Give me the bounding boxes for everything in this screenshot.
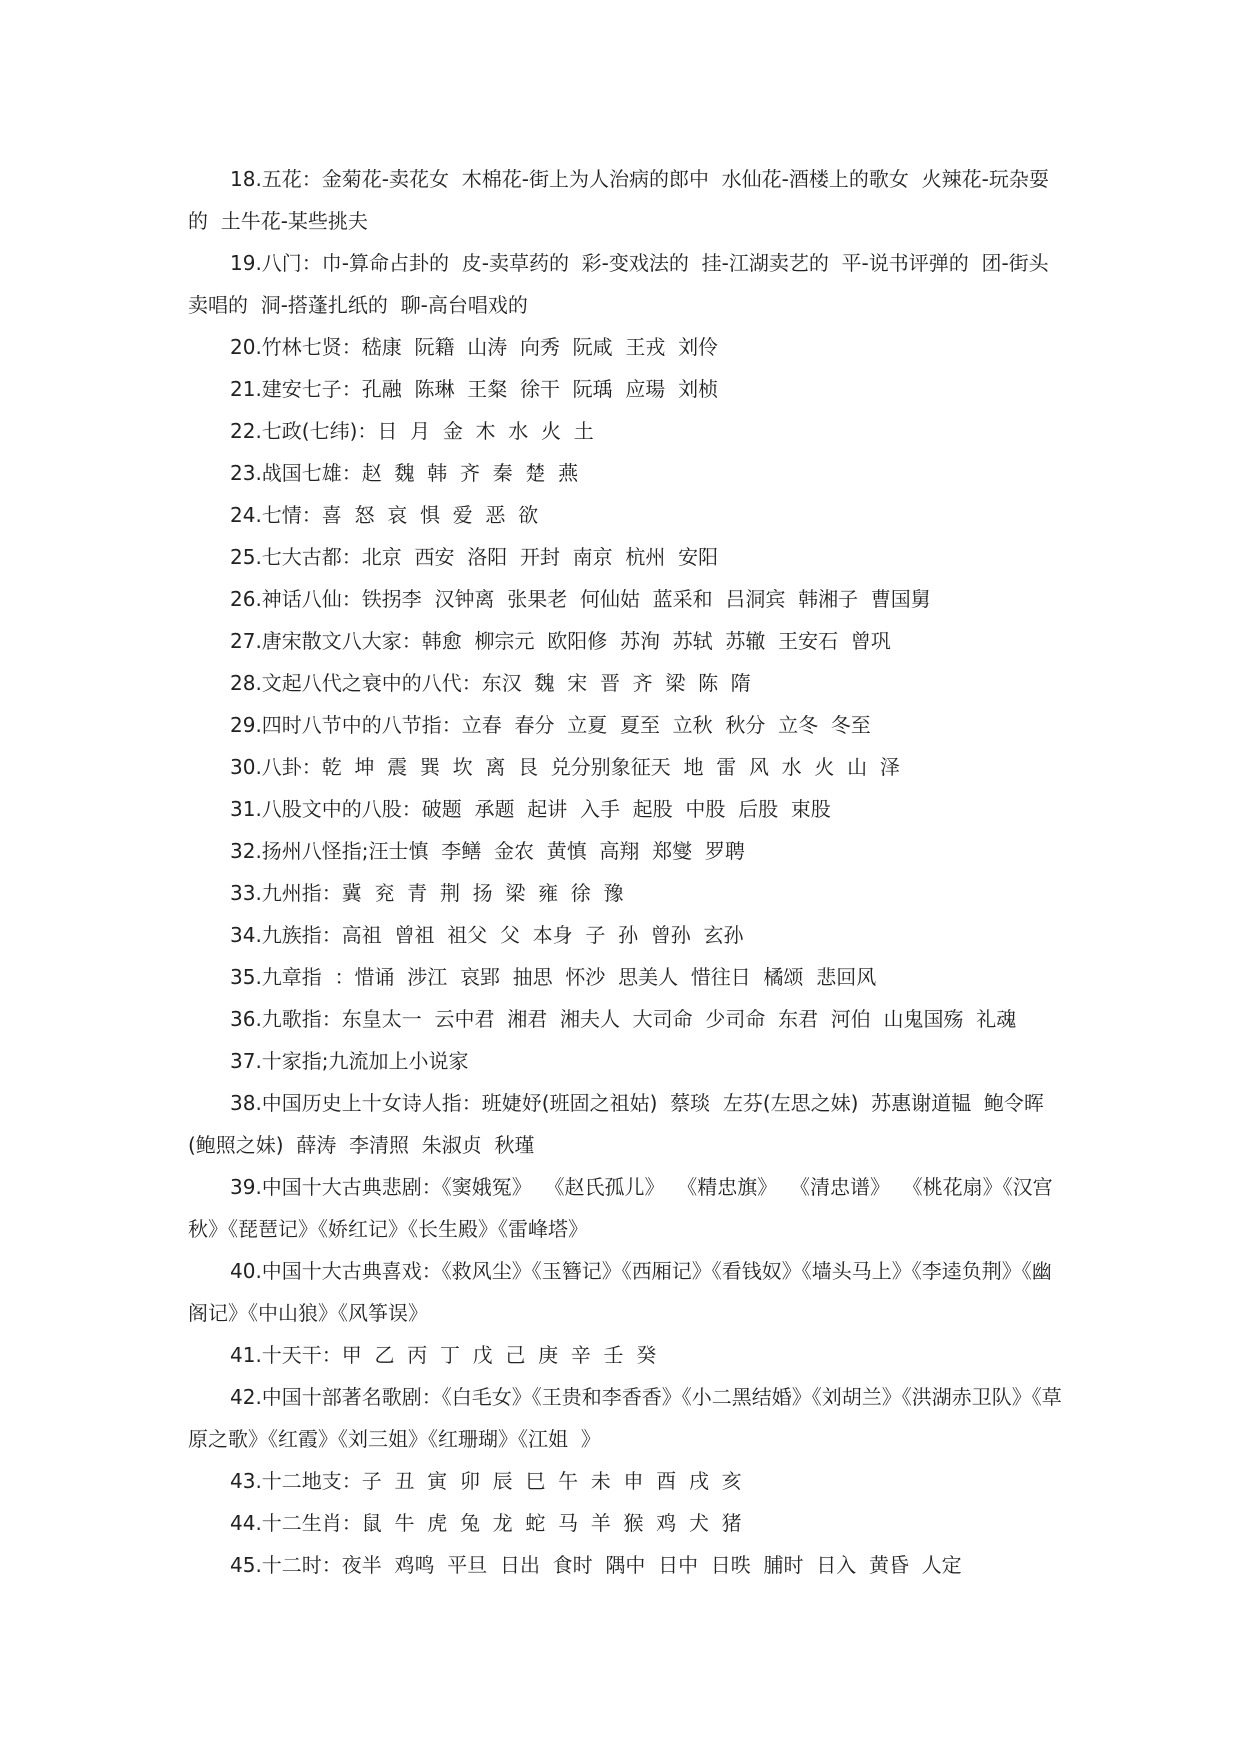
paragraph-31: 31.八股文中的八股：破题 承题 起讲 入手 起股 中股 后股 束股 <box>230 797 831 821</box>
paragraph-43: 43.十二地支：子 丑 寅 卯 辰 巳 午 未 申 酉 戌 亥 <box>230 1469 742 1493</box>
paragraph-36: 36.九歌指：东皇太一 云中君 湘君 湘夫人 大司命 少司命 东君 河伯 山鬼国殇 礼魂 <box>230 1007 1017 1031</box>
paragraph-41: 41.十天干：甲 乙 丙 丁 戊 己 庚 辛 壬 癸 <box>230 1343 657 1367</box>
paragraph-30: 30.八卦：乾 坤 震 巽 坎 离 艮 兑分别象征天 地 雷 风 水 火 山 泽 <box>230 755 900 779</box>
paragraph-29: 29.四时八节中的八节指：立春 春分 立夏 夏至 立秋 秋分 立冬 冬至 <box>230 713 871 737</box>
paragraph-24: 24.七情：喜 怒 哀 惧 爱 恶 欲 <box>230 503 539 527</box>
paragraph-18: 18.五花：金菊花-卖花女 木棉花-街上为人治病的郎中 水仙花-酒楼上的歌女 火辣花-玩杂耍的 土牛花-某些挑夫 <box>188 167 1049 233</box>
paragraph-45: 45.十二时：夜半 鸡鸣 平旦 日出 食时 隅中 日中 日昳 脯时 日入 黄昏 人定 <box>230 1553 962 1577</box>
paragraph-40: 40.中国十大古典喜戏：《救风尘》《玉簪记》《西厢记》《看钱奴》《墙头马上》《李逵负荆》《幽阁记》《中山狼》《风筝误》 <box>188 1259 1052 1325</box>
paragraph-32: 32.扬州八怪指;汪士慎 李鳝 金农 黄慎 高翔 郑燮 罗聘 <box>230 839 745 863</box>
paragraph-38: 38.中国历史上十女诗人指：班婕妤(班固之祖姑) 蔡琰 左芬(左思之妹) 苏惠谢道韫 鲍令晖(鲍照之妹) 薛涛 李清照 朱淑贞 秋瑾 <box>188 1091 1044 1157</box>
paragraph-33: 33.九州指：冀 兖 青 荆 扬 梁 雍 徐 豫 <box>230 881 624 905</box>
paragraph-20: 20.竹林七贤：嵇康 阮籍 山涛 向秀 阮咸 王戎 刘伶 <box>230 335 719 359</box>
paragraph-35: 35.九章指 ：惜诵 涉江 哀郢 抽思 怀沙 思美人 惜往日 橘颂 悲回风 <box>230 965 877 989</box>
paragraph-34: 34.九族指：高祖 曾祖 祖父 父 本身 子 孙 曾孙 玄孙 <box>230 923 744 947</box>
paragraph-28: 28.文起八代之衰中的八代：东汉 魏 宋 晋 齐 梁 陈 隋 <box>230 671 751 695</box>
paragraph-25: 25.七大古都：北京 西安 洛阳 开封 南京 杭州 安阳 <box>230 545 719 569</box>
paragraph-44: 44.十二生肖：鼠 牛 虎 兔 龙 蛇 马 羊 猴 鸡 犬 猪 <box>230 1511 742 1535</box>
paragraph-19: 19.八门：巾-算命占卦的 皮-卖草药的 彩-变戏法的 挂-江湖卖艺的 平-说书评弹的 团-街头卖唱的 洞-搭蓬扎纸的 聊-高台唱戏的 <box>188 251 1049 317</box>
paragraph-37: 37.十家指;九流加上小说家 <box>230 1049 469 1073</box>
paragraph-39: 39.中国十大古典悲剧：《窦娥冤》 《赵氏孤儿》 《精忠旗》 《清忠谱》 《桃花扇》《汉宫秋》《琵琶记》《娇红记》《长生殿》《雷峰塔》 <box>188 1175 1053 1241</box>
paragraph-22: 22.七政(七纬)：日 月 金 木 水 火 土 <box>230 419 594 443</box>
paragraph-23: 23.战国七雄：赵 魏 韩 齐 秦 楚 燕 <box>230 461 579 485</box>
document-body <box>188 158 1068 1586</box>
paragraph-26: 26.神话八仙：铁拐李 汉钟离 张果老 何仙姑 蓝采和 吕洞宾 韩湘子 曹国舅 <box>230 587 931 611</box>
paragraph-27: 27.唐宋散文八大家：韩愈 柳宗元 欧阳修 苏洵 苏轼 苏辙 王安石 曾巩 <box>230 629 891 653</box>
paragraph-21: 21.建安七子：孔融 陈琳 王粲 徐干 阮瑀 应瑒 刘桢 <box>230 377 719 401</box>
paragraph-42: 42.中国十部著名歌剧：《白毛女》《王贵和李香香》《小二黑结婚》《刘胡兰》《洪湖赤卫队》《草原之歌》《红霞》《刘三姐》《红珊瑚》《江姐 》 <box>188 1385 1062 1451</box>
